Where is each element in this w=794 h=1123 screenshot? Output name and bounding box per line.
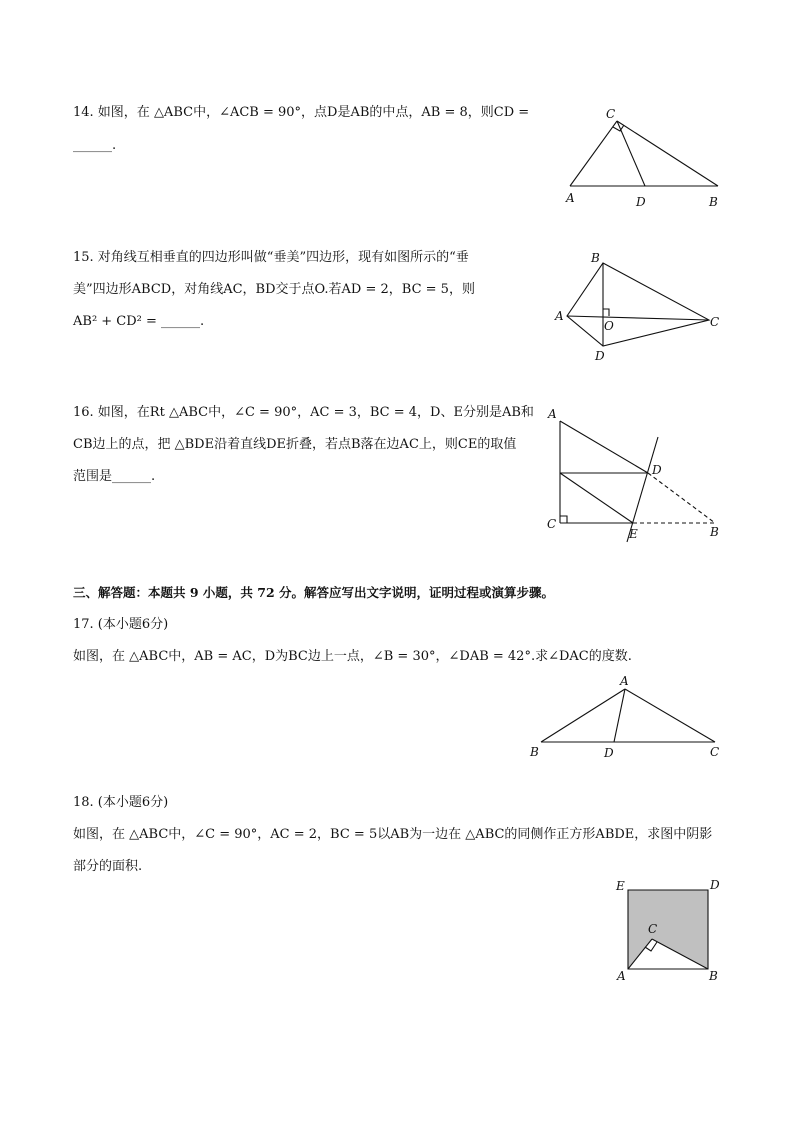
q14-text-line-1: 14. 如图，在 △ABC中，∠ACB = 90°，点D是AB的中点，AB = 8，则CD = xyxy=(73,105,530,120)
q15-text-line-3: AB² + CD² = ______. xyxy=(73,314,205,329)
q17-label-b: B xyxy=(530,745,539,759)
q18-label-d: D xyxy=(710,878,720,892)
q18-text-line-1: 如图，在 △ABC中，∠C = 90°，AC = 2，BC = 5以AB为一边在 △ABC的同侧作正方形ABDE，求图中阴影 xyxy=(73,827,713,842)
q17-label-c: C xyxy=(710,745,720,759)
q16-text-line-2: CB边上的点，把 △BDE沿着直线DE折叠，若点B落在边AC上，则CE的取值 xyxy=(73,437,517,452)
q16-label-c: C xyxy=(547,517,557,531)
q14-label-a: A xyxy=(566,191,575,205)
q18-label-a: A xyxy=(617,969,626,983)
q16-label-d: D xyxy=(652,463,662,477)
q17-label-d: D xyxy=(604,746,614,760)
q17-text: 如图，在 △ABC中，AB = AC，D为BC边上一点，∠B = 30°，∠DAB = 42°.求∠DAC的度数. xyxy=(73,649,632,664)
q17-title: 17. (本小题6分) xyxy=(73,617,169,632)
q15-label-a: A xyxy=(555,309,564,323)
q18-label-b: B xyxy=(709,969,718,983)
q16-label-a: A xyxy=(548,407,557,421)
q16-label-e: E xyxy=(629,527,638,541)
q18-label-e: E xyxy=(616,879,625,893)
q17-label-a: A xyxy=(620,674,629,688)
q18-text-line-2: 部分的面积. xyxy=(73,859,143,874)
q15-label-c: C xyxy=(710,315,720,329)
q14-text-line-2: ______. xyxy=(73,138,117,153)
q14-label-c: C xyxy=(606,107,616,121)
q16-text-line-3: 范围是______. xyxy=(73,469,156,484)
q18-shaded-region xyxy=(628,890,708,969)
q18-label-c: C xyxy=(648,922,658,936)
q15-text-line-2: 美”四边形ABCD，对角线AC，BD交于点O.若AD = 2，BC = 5，则 xyxy=(73,282,475,297)
q15-text-line-1: 15. 对角线互相垂直的四边形叫做“垂美”四边形，现有如图所示的“垂 xyxy=(73,250,469,265)
q18-title: 18. (本小题6分) xyxy=(73,795,169,810)
q15-label-d: D xyxy=(595,349,605,363)
q16-label-b: B xyxy=(710,525,719,539)
q14-label-b: B xyxy=(709,195,718,209)
q15-label-o: O xyxy=(604,319,614,333)
q15-label-b: B xyxy=(591,251,600,265)
section-3-heading: 三、解答题：本题共 9 小题，共 72 分。解答应写出文字说明，证明过程或演算步骤。 xyxy=(73,585,555,600)
q14-label-d: D xyxy=(636,195,646,209)
q16-text-line-1: 16. 如图，在Rt △ABC中，∠C = 90°，AC = 3，BC = 4，D、E分别是AB和 xyxy=(73,405,534,420)
